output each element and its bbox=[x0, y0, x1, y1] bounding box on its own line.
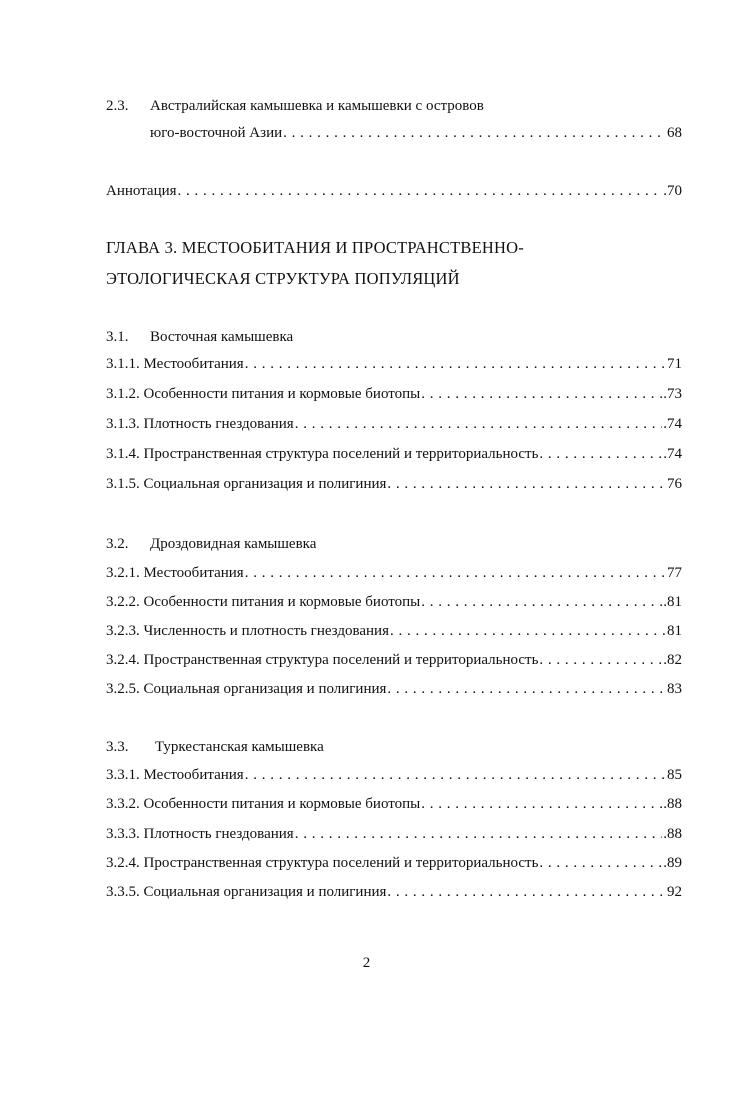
toc-entry-num: 3.1.1. bbox=[106, 356, 140, 372]
toc-entry-title: Пространственная структура поселений и территориальность bbox=[143, 652, 539, 668]
toc-entry-title: Особенности питания и кормовые биотопы bbox=[143, 796, 421, 812]
leader-dots bbox=[245, 565, 666, 582]
toc-entry bbox=[106, 855, 682, 872]
toc-entry bbox=[106, 446, 682, 463]
toc-entry-page: .88 bbox=[663, 826, 682, 842]
toc-entry-page: 83 bbox=[667, 681, 682, 697]
toc-entry-title: Социальная организация и полигиния bbox=[143, 884, 387, 900]
toc-entry-title: Местообитания bbox=[143, 356, 244, 372]
toc-entry bbox=[106, 476, 682, 493]
toc-entry bbox=[106, 565, 682, 582]
toc-entry-page: .88 bbox=[663, 796, 682, 812]
toc-entry-num: 3.2.3. bbox=[106, 623, 140, 639]
toc-entry-title: Численность и плотность гнездования bbox=[143, 623, 389, 639]
chapter-3-heading-line2: ЭТОЛОГИЧЕСКАЯ СТРУКТУРА ПОПУЛЯЦИЙ bbox=[106, 269, 460, 288]
toc-entry-num: 3.3.3. bbox=[106, 826, 140, 842]
toc-entry-num: 3.1.2. bbox=[106, 386, 140, 402]
leader-dots bbox=[295, 416, 663, 433]
toc-entry bbox=[106, 356, 682, 373]
toc-entry-page: 76 bbox=[667, 476, 682, 492]
page-number: 2 bbox=[362, 955, 371, 971]
toc-entry-title: Местообитания bbox=[143, 565, 244, 581]
toc-entry-page: 92 bbox=[667, 884, 682, 900]
toc-entry-title: Особенности питания и кормовые биотопы bbox=[143, 594, 421, 610]
section-3-1-num: 3.1. bbox=[106, 329, 129, 345]
toc-entry-page: .70 bbox=[663, 183, 682, 199]
toc-entry-title: Пространственная структура поселений и территориальность bbox=[143, 446, 539, 462]
toc-entry-title: Особенности питания и кормовые биотопы bbox=[143, 386, 421, 402]
toc-entry bbox=[106, 594, 682, 611]
toc-entry-num: 3.2.4. bbox=[106, 855, 140, 871]
toc-entry-page: .73 bbox=[663, 386, 682, 402]
toc-entry-page: 85 bbox=[667, 767, 682, 783]
toc-entry-page: .74 bbox=[663, 416, 682, 432]
toc-entry-page: 81 bbox=[667, 623, 682, 639]
toc-entry-num: 3.3.1. bbox=[106, 767, 140, 783]
toc-entry-num: 3.1.4. bbox=[106, 446, 140, 462]
toc-entry-title: Пространственная структура поселений и территориальность bbox=[143, 855, 539, 871]
section-3-2-title: Дроздовидная камышевка bbox=[150, 536, 317, 552]
toc-entry bbox=[106, 796, 682, 813]
toc-entry-page: 71 bbox=[667, 356, 682, 372]
leader-dots bbox=[421, 386, 662, 403]
leader-dots bbox=[539, 652, 662, 669]
toc-entry bbox=[106, 652, 682, 669]
section-3-3-title: Туркестанская камышевка bbox=[155, 739, 324, 755]
leader-dots bbox=[283, 125, 666, 142]
toc-entry bbox=[106, 681, 682, 698]
leader-dots bbox=[539, 855, 662, 872]
toc-entry-page: .74 bbox=[663, 446, 682, 462]
toc-entry-title: Плотность гнездования bbox=[143, 826, 294, 842]
toc-entry-page: .82 bbox=[663, 652, 682, 668]
leader-dots bbox=[387, 681, 666, 698]
leader-dots bbox=[295, 826, 663, 843]
chapter-3-heading-line1: ГЛАВА 3. МЕСТООБИТАНИЯ И ПРОСТРАНСТВЕННО- bbox=[106, 238, 524, 257]
toc-entry-title: Социальная организация и полигиния bbox=[143, 476, 387, 492]
toc-entry-num: 3.1.3. bbox=[106, 416, 140, 432]
toc-entry-num: 3.1.5. bbox=[106, 476, 140, 492]
toc-entry bbox=[106, 884, 682, 901]
leader-dots bbox=[245, 767, 666, 784]
toc-entry-page: 77 bbox=[667, 565, 682, 581]
toc-entry-page: .81 bbox=[663, 594, 682, 610]
toc-entry-page: .89 bbox=[663, 855, 682, 871]
toc-section-2-3-line2 bbox=[150, 125, 682, 142]
leader-dots bbox=[245, 356, 666, 373]
toc-entry-title: Аннотация bbox=[106, 183, 177, 199]
leader-dots bbox=[421, 594, 662, 611]
toc-entry-num: 3.2.1. bbox=[106, 565, 140, 581]
toc-entry-num: 3.3.2. bbox=[106, 796, 140, 812]
toc-entry-title: Местообитания bbox=[143, 767, 244, 783]
toc-annotation bbox=[106, 183, 682, 200]
toc-entry-num: 3.2.5. bbox=[106, 681, 140, 697]
leader-dots bbox=[421, 796, 662, 813]
toc-entry-num: 3.2.2. bbox=[106, 594, 140, 610]
toc-entry-page: 68 bbox=[667, 125, 682, 141]
toc-entry-title: Социальная организация и полигиния bbox=[143, 681, 387, 697]
toc-entry-num: 3.3.5. bbox=[106, 884, 140, 900]
toc-entry bbox=[106, 826, 682, 843]
toc-entry-title: Плотность гнездования bbox=[143, 416, 294, 432]
toc-section-2-3-num: 2.3. bbox=[106, 98, 129, 114]
section-3-3-num: 3.3. bbox=[106, 739, 129, 755]
toc-entry bbox=[106, 623, 682, 640]
section-3-1-title: Восточная камышевка bbox=[150, 329, 294, 345]
toc-entry bbox=[106, 767, 682, 784]
leader-dots bbox=[539, 446, 662, 463]
leader-dots bbox=[390, 623, 666, 640]
toc-entry-title: юго-восточной Азии bbox=[150, 125, 283, 141]
leader-dots bbox=[387, 884, 666, 901]
toc-entry bbox=[106, 416, 682, 433]
toc-entry bbox=[106, 386, 682, 403]
leader-dots bbox=[387, 476, 666, 493]
leader-dots bbox=[178, 183, 663, 200]
toc-entry-num: 3.2.4. bbox=[106, 652, 140, 668]
toc-section-2-3-title: Австралийская камышевка и камышевки с островов bbox=[150, 98, 484, 114]
section-3-2-num: 3.2. bbox=[106, 536, 129, 552]
